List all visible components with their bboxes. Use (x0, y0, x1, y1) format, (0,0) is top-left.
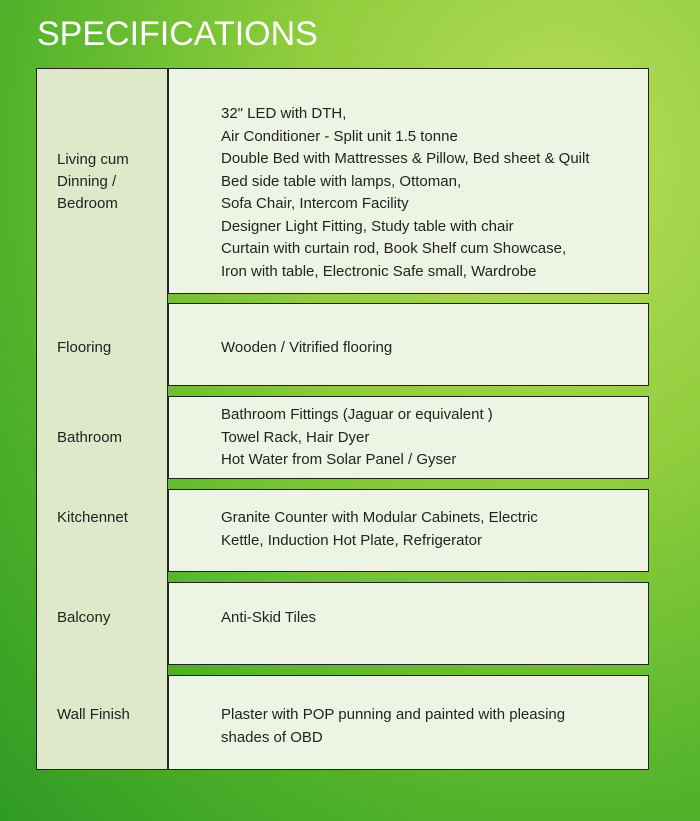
value-line: 32" LED with DTH, (221, 105, 347, 122)
label-line: Dinning / (57, 173, 117, 190)
row-label-balcony (57, 607, 165, 629)
label-line: Bedroom (57, 195, 118, 212)
value-line: Anti-Skid Tiles (221, 609, 317, 626)
row-label-kitchennet (57, 507, 165, 529)
value-line: Towel Rack, Hair Dyer (221, 428, 370, 446)
row-label-living (57, 149, 165, 215)
value-line: Bed side table with lamps, Ottoman, (221, 172, 462, 190)
value-line: Designer Light Fitting, Study table with chair (221, 217, 514, 235)
value-line: Plaster with POP punning and painted with pleasing (221, 706, 566, 723)
row-label-wall-finish (57, 704, 165, 726)
value-line: Iron with table, Electronic Safe small, Wardrobe (221, 262, 537, 280)
value-line: Wooden / Vitrified flooring (221, 339, 393, 356)
label-line: Wall Finish (57, 706, 130, 723)
label-line: Kitchennet (57, 509, 128, 526)
value-line: Kettle, Induction Hot Plate, Refrigerator (221, 531, 482, 549)
value-line: shades of OBD (221, 728, 323, 746)
row-label-flooring (57, 337, 165, 359)
value-line: Bathroom Fittings (Jaguar or equivalent ) (221, 406, 493, 423)
row-value-balcony (221, 607, 641, 630)
value-line: Hot Water from Solar Panel / Gyser (221, 451, 457, 468)
value-line: Double Bed with Mattresses & Pillow, Bed sheet & Quilt (221, 150, 590, 167)
value-line: Granite Counter with Modular Cabinets, Electric (221, 509, 538, 526)
value-line: Sofa Chair, Intercom Facility (221, 195, 409, 212)
label-line: Balcony (57, 609, 111, 626)
label-line: Bathroom (57, 429, 123, 446)
row-value-flooring (221, 337, 641, 360)
label-line: Flooring (57, 339, 112, 356)
row-value-bathroom (221, 404, 641, 472)
value-line: Air Conditioner - Split unit 1.5 tonne (221, 127, 458, 145)
row-value-living (221, 103, 641, 283)
value-line: Curtain with curtain rod, Book Shelf cum Showcase, (221, 240, 567, 257)
row-label-bathroom (57, 427, 165, 449)
page-title: SPECIFICATIONS (37, 15, 318, 53)
row-value-kitchennet (221, 507, 641, 552)
label-line: Living cum (57, 151, 129, 168)
row-value-wall-finish (221, 704, 641, 749)
